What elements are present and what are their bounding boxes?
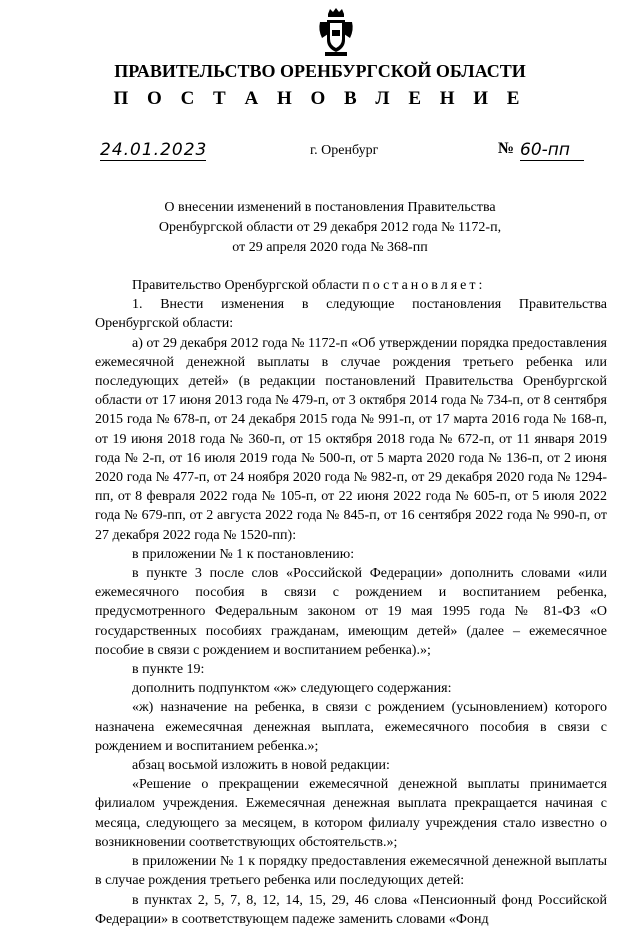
document-number: 60-пп: [520, 140, 584, 161]
subject-line: Оренбургской области от 29 декабря 2012 года № 1172-п,: [158, 220, 502, 235]
paragraph: «ж) назначение на ребенка, в связи с рождением (усыновлением) которого назначена ежемесячная денежная выплата, ежемесячного пособия в связи с рождением и воспитанием ребенка.»;: [95, 700, 607, 754]
paragraph: в пункте 19:: [132, 662, 205, 678]
document-date: 24.01.2023: [100, 140, 208, 160]
paragraph: 1. Внести изменения в следующие постановления Правительства Оренбургской области:: [95, 297, 607, 332]
document-body: [95, 276, 607, 929]
intro-paragraph: [95, 276, 607, 295]
resolves-word: постановляет:: [362, 278, 486, 293]
paragraph: в пункте 3 после слов «Российской Федерации» дополнить словами «или ежемесячного пособия в связи с рождением и воспитанием ребенка, предусмотренного Федеральным законом от 19 мая 1995 года № 81-ФЗ «О государственных пособиях гражданам, имеющим детей» (далее – ежемесячное пособие в связи с рождением и воспитанием ребенка).»;: [95, 566, 607, 658]
coat-of-arms-icon: [316, 8, 356, 58]
document-meta: [0, 140, 640, 164]
subject-line: О внесении изменений в постановления Правительства: [164, 200, 496, 215]
government-title: ПРАВИТЕЛЬСТВО ОРЕНБУРГСКОЙ ОБЛАСТИ: [114, 61, 526, 81]
subject-line: от 29 апреля 2020 года № 368-пп: [232, 240, 428, 255]
paragraph: «Решение о прекращении ежемесячной денежной выплаты принимается филиалом учреждения. Ежемесячная денежная выплата прекращается начиная с месяца, следующего за месяцем, в котором филиалу учреждения стало известно о возникновении соответствующих обстоятельств.»;: [95, 777, 607, 850]
number-prefix: №: [498, 140, 515, 157]
document-city: г. Оренбург: [310, 143, 379, 158]
document-subject: [120, 198, 540, 258]
intro-text: Правительство Оренбургской области: [132, 278, 359, 293]
paragraph: в приложении № 1 к порядку предоставления ежемесячной денежной выплаты в случае рождения третьего ребенка или последующих детей:: [95, 854, 607, 889]
paragraph: в пунктах 2, 5, 7, 8, 12, 14, 15, 29, 46 слова «Пенсионный фонд Российской Федерации» в соответствующем падеже заменить словами «Фонд: [95, 892, 607, 927]
paragraph: в приложении № 1 к постановлению:: [132, 546, 355, 562]
paragraph: абзац восьмой изложить в новой редакции:: [132, 758, 390, 774]
paragraph: дополнить подпунктом «ж» следующего содержания:: [132, 681, 452, 697]
paragraph: а) от 29 декабря 2012 года № 1172-п «Об утверждении порядка предоставления ежемесячной денежной выплаты в случае рождения третьего ребенка или последующих детей» (в редакции постановлений Правительства Оренбургской области от 17 июня 2013 года № 479-п, от 3 октября 2014 года № 734-п, от 8 сентября 2015 года № 678-п, от 24 декабря 2015 года № 991-п, от 17 марта 2016 года № 168-п, от 19 июня 2018 года № 360-п, от 15 октября 2018 года № 672-п, от 11 января 2019 года № 2-п, от 16 июля 2019 года № 500-п, от 5 марта 2020 года № 136-п, от 2 июня 2020 года № 477-п, от 24 ноября 2020 года № 982-п, от 29 декабря 2020 года № 1294-пп, от 8 февраля 2022 года № 105-п, от 22 июня 2022 года № 605-п, от 5 июля 2022 года № 679-пп, от 2 августа 2022 года № 845-п, от 16 сентября 2022 года № 990-п, от 27 декабря 2022 года № 1520-пп):: [95, 335, 607, 543]
document-kind: П О С Т А Н О В Л Е Н И Е: [113, 88, 527, 109]
